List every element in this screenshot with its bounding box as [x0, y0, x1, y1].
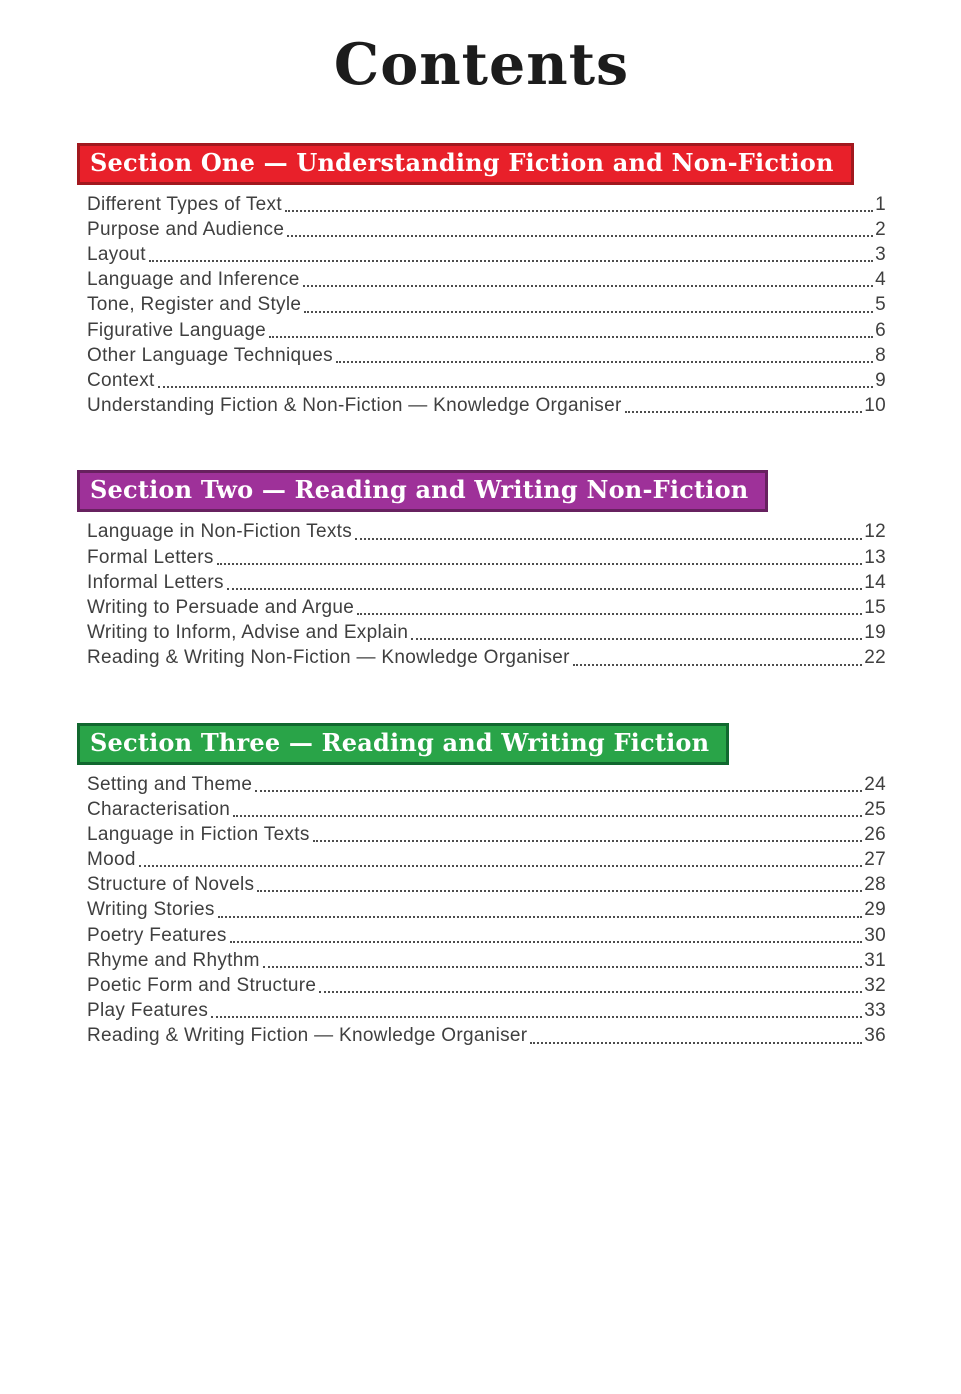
toc-entry-page: 29 — [864, 899, 886, 921]
dotted-leader — [411, 638, 862, 640]
section-header-bar — [77, 723, 729, 765]
toc-entry-label: Writing Stories — [87, 899, 215, 921]
dotted-leader — [230, 941, 863, 943]
toc-entry-label: Figurative Language — [87, 319, 266, 341]
toc-entry-label: Writing to Inform, Advise and Explain — [87, 622, 409, 644]
dotted-leader — [257, 890, 862, 892]
toc-entry-label: Understanding Fiction & Non-Fiction — Knowledge Organiser — [87, 395, 622, 417]
toc-entry — [87, 320, 886, 345]
dotted-leader — [269, 336, 873, 338]
dotted-leader — [149, 260, 873, 262]
toc-entry — [87, 521, 886, 546]
dotted-leader — [217, 563, 863, 565]
toc-entry-label: Setting and Theme — [87, 773, 253, 795]
toc-entry — [87, 597, 886, 622]
toc-entry-label: Other Language Techniques — [87, 344, 333, 366]
toc-entry — [87, 395, 886, 420]
dotted-leader — [227, 588, 862, 590]
toc-entry-page: 14 — [864, 571, 886, 593]
toc-entry-label: Language in Fiction Texts — [87, 823, 310, 845]
toc-entry-page: 25 — [864, 798, 886, 820]
dotted-leader — [355, 538, 862, 540]
contents-page — [0, 31, 961, 1394]
toc-entry-page: 4 — [875, 269, 886, 291]
toc-entry-page: 1 — [875, 193, 886, 215]
toc-entry-page: 8 — [875, 344, 886, 366]
toc-entry — [87, 194, 886, 219]
toc-entry — [87, 370, 886, 395]
dotted-leader — [319, 991, 862, 993]
toc-entry-label: Structure of Novels — [87, 874, 255, 896]
dotted-leader — [336, 361, 873, 363]
toc-entry-page: 5 — [875, 294, 886, 316]
dotted-leader — [287, 235, 873, 237]
toc-entry-label: Mood — [87, 849, 136, 871]
section-header-bar — [77, 470, 768, 512]
toc-entry-label: Informal Letters — [87, 571, 224, 593]
toc-entry — [87, 799, 886, 824]
dotted-leader — [313, 840, 863, 842]
toc-entry — [87, 345, 886, 370]
toc-entry — [87, 1000, 886, 1025]
toc-entry-page: 32 — [864, 975, 886, 996]
toc-entry-page: 13 — [864, 546, 886, 568]
dotted-leader — [303, 285, 874, 287]
toc-list — [87, 521, 886, 672]
toc-entry-label: Poetry Features — [87, 924, 227, 946]
toc-entry — [87, 925, 886, 950]
toc-entry-page: 2 — [875, 218, 886, 240]
toc-entry-page: 30 — [864, 924, 886, 946]
toc-entry-page: 19 — [864, 622, 886, 644]
toc-entry-label: Poetic Form and Structure — [87, 975, 317, 996]
toc-entry — [87, 572, 886, 597]
toc-entry-page: 24 — [864, 773, 886, 795]
toc-entry — [87, 950, 886, 975]
toc-entry — [87, 269, 886, 294]
sections-container — [77, 143, 886, 1051]
toc-entry — [87, 849, 886, 874]
toc-entry-page: 33 — [864, 1000, 886, 1022]
toc-entry-page: 9 — [875, 370, 886, 391]
toc-entry-label: Layout — [87, 244, 146, 266]
page-title: Contents — [333, 31, 630, 98]
dotted-leader — [139, 865, 863, 867]
toc-entry-page: 3 — [875, 244, 886, 266]
toc-entry-label: Tone, Register and Style — [87, 294, 302, 316]
toc-entry-label: Reading & Writing Fiction — Knowledge Organiser — [87, 1025, 528, 1047]
dotted-leader — [211, 1016, 862, 1018]
toc-entry-page: 22 — [864, 647, 886, 669]
toc-entry-page: 27 — [864, 849, 886, 871]
toc-section — [77, 143, 886, 421]
toc-entry-page: 6 — [875, 319, 886, 341]
toc-entry — [87, 219, 886, 244]
section-title: Section One — Understanding Fiction and Non-Fiction — [90, 147, 834, 177]
toc-entry-page: 15 — [864, 596, 886, 618]
toc-entry — [87, 1025, 886, 1050]
toc-entry-label: Reading & Writing Non-Fiction — Knowledge Organiser — [87, 647, 570, 669]
dotted-leader — [158, 386, 874, 388]
toc-entry — [87, 774, 886, 799]
dotted-leader — [357, 613, 862, 615]
toc-entry-page: 31 — [864, 949, 886, 971]
dotted-leader — [625, 411, 863, 413]
toc-entry-label: Rhyme and Rhythm — [87, 949, 260, 971]
toc-entry-label: Context — [87, 370, 155, 391]
toc-entry-page: 12 — [864, 521, 886, 543]
section-title: Section Two — Reading and Writing Non-Fiction — [90, 475, 749, 505]
dotted-leader — [233, 815, 862, 817]
toc-entry-page: 26 — [864, 823, 886, 845]
section-header-bar — [77, 143, 854, 185]
dotted-leader — [263, 966, 863, 968]
toc-entry — [87, 824, 886, 849]
toc-entry — [87, 547, 886, 572]
dotted-leader — [573, 664, 862, 666]
toc-entry-label: Language and Inference — [87, 269, 300, 291]
toc-list — [87, 194, 886, 421]
dotted-leader — [530, 1042, 862, 1044]
toc-list — [87, 774, 886, 1051]
toc-entry — [87, 294, 886, 319]
toc-entry — [87, 899, 886, 924]
dotted-leader — [255, 790, 862, 792]
toc-entry — [87, 622, 886, 647]
toc-entry-page: 10 — [864, 395, 886, 417]
toc-entry — [87, 975, 886, 1000]
toc-entry-label: Language in Non-Fiction Texts — [87, 521, 353, 543]
section-title: Section Three — Reading and Writing Fiction — [90, 727, 710, 757]
toc-entry-page: 36 — [864, 1025, 886, 1047]
dotted-leader — [285, 210, 873, 212]
toc-entry-label: Writing to Persuade and Argue — [87, 596, 355, 618]
toc-entry-label: Different Types of Text — [87, 193, 282, 215]
toc-entry-page: 28 — [864, 874, 886, 896]
toc-entry-label: Characterisation — [87, 798, 231, 820]
dotted-leader — [218, 916, 863, 918]
toc-entry — [87, 647, 886, 672]
toc-entry-label: Play Features — [87, 1000, 209, 1022]
toc-section — [77, 723, 886, 1051]
toc-entry-label: Formal Letters — [87, 546, 214, 568]
toc-entry-label: Purpose and Audience — [87, 218, 285, 240]
toc-section — [77, 470, 886, 672]
toc-entry — [87, 244, 886, 269]
dotted-leader — [304, 311, 873, 313]
toc-entry — [87, 874, 886, 899]
